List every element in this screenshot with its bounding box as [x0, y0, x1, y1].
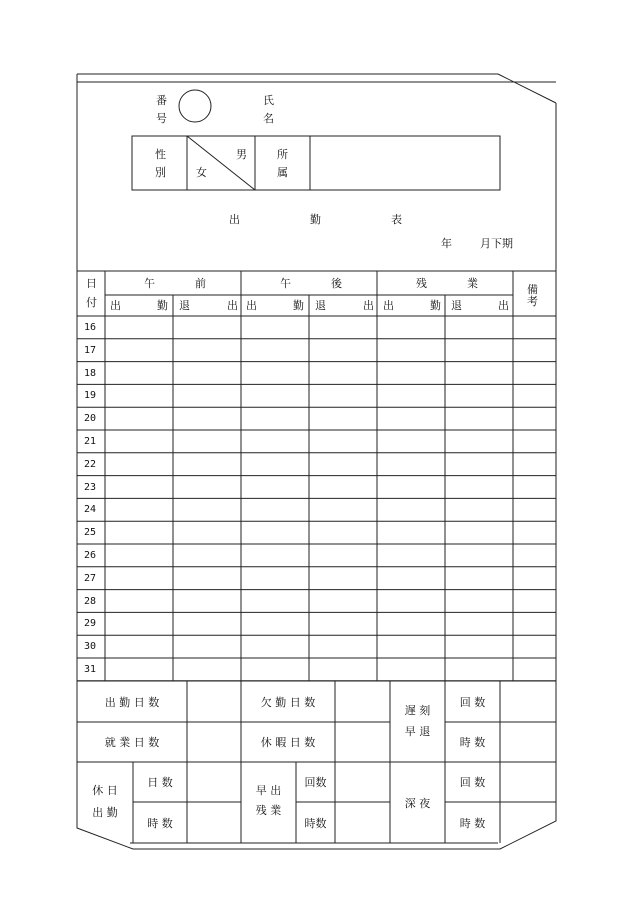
- early-ot-count-field[interactable]: [336, 763, 389, 801]
- remarks-cell[interactable]: [514, 545, 555, 566]
- ot-in-cell[interactable]: [378, 363, 444, 384]
- ot-in-cell[interactable]: [378, 499, 444, 520]
- ot-in-cell[interactable]: [378, 636, 444, 657]
- dept-field[interactable]: [311, 137, 499, 189]
- am-in-cell[interactable]: [106, 522, 172, 543]
- ot-out-cell[interactable]: [446, 431, 512, 452]
- holiday-days-field[interactable]: [188, 763, 240, 801]
- am-out-cell[interactable]: [174, 317, 240, 338]
- pm-in-cell[interactable]: [242, 477, 308, 498]
- am-out-cell[interactable]: [174, 431, 240, 452]
- leave-days-field[interactable]: [336, 723, 389, 761]
- pm-in-cell[interactable]: [242, 636, 308, 657]
- ot-out-cell[interactable]: [446, 522, 512, 543]
- ot-in-cell[interactable]: [378, 659, 444, 680]
- day-number: 26: [84, 550, 97, 561]
- pm-in-cell[interactable]: [242, 568, 308, 589]
- early-ot-hours-field[interactable]: [336, 803, 389, 842]
- am-in-cell[interactable]: [106, 385, 172, 406]
- title-char-2: 勤: [310, 213, 321, 226]
- gender-male[interactable]: 男: [236, 148, 247, 161]
- am-label-b: 前: [195, 277, 206, 290]
- remarks-cell[interactable]: [514, 340, 555, 361]
- ot-in-cell[interactable]: [378, 522, 444, 543]
- early-ot-count-label: 回数: [304, 776, 327, 789]
- day-number: 24: [84, 504, 97, 516]
- am-out-cell[interactable]: [174, 613, 240, 634]
- day-number: 16: [84, 322, 97, 333]
- title-char-1: 出: [229, 213, 240, 226]
- pm-out-cell[interactable]: [310, 499, 376, 520]
- ot-out-cell[interactable]: [446, 636, 512, 657]
- ot-in-cell[interactable]: [378, 431, 444, 452]
- remarks-cell[interactable]: [514, 317, 555, 338]
- pm-in-cell[interactable]: [242, 545, 308, 566]
- ot-in-cell[interactable]: [378, 591, 444, 612]
- remarks-cell[interactable]: [514, 477, 555, 498]
- remarks-cell[interactable]: [514, 408, 555, 429]
- am-in-cell[interactable]: [106, 659, 172, 680]
- pm-in-cell[interactable]: [242, 363, 308, 384]
- pm-out-cell[interactable]: [310, 522, 376, 543]
- period-month: 月下期: [480, 237, 513, 250]
- night-count-field[interactable]: [501, 763, 551, 801]
- pm-out-cell[interactable]: [310, 477, 376, 498]
- late-hours-label: 時 数: [459, 736, 486, 749]
- ot-out-cell[interactable]: [446, 454, 512, 475]
- am-out-cell[interactable]: [174, 385, 240, 406]
- remarks-cell[interactable]: [514, 385, 555, 406]
- night-hours-field[interactable]: [501, 803, 546, 833]
- remarks-cell[interactable]: [514, 522, 555, 543]
- pm-out-b: 出: [363, 299, 374, 312]
- remarks-cell[interactable]: [514, 454, 555, 475]
- am-in-b: 勤: [157, 299, 168, 312]
- ot-out-cell[interactable]: [446, 340, 512, 361]
- ot-label-a: 残: [416, 277, 427, 290]
- remarks-cell[interactable]: [514, 659, 555, 680]
- am-label-a: 午: [144, 277, 155, 290]
- ot-out-cell[interactable]: [446, 317, 512, 338]
- am-in-cell[interactable]: [106, 477, 172, 498]
- pm-in-cell[interactable]: [242, 408, 308, 429]
- pm-out-a: 退: [315, 299, 326, 312]
- late-count-label: 回 数: [459, 695, 486, 709]
- pm-out-cell[interactable]: [310, 613, 376, 634]
- am-in-cell[interactable]: [106, 431, 172, 452]
- attend-days-label: 出 勤 日 数: [104, 695, 160, 709]
- am-out-cell[interactable]: [174, 522, 240, 543]
- early-ot-label-1: 早 出: [255, 784, 282, 797]
- ot-out-cell[interactable]: [446, 385, 512, 406]
- day-number: 28: [84, 595, 97, 607]
- am-in-cell[interactable]: [106, 499, 172, 520]
- pm-in-cell[interactable]: [242, 659, 308, 680]
- pm-in-cell[interactable]: [242, 522, 308, 543]
- ot-out-cell[interactable]: [446, 545, 512, 566]
- ot-out-cell[interactable]: [446, 477, 512, 498]
- holiday-hours-label: 時 数: [147, 816, 173, 830]
- ot-label-b: 業: [467, 277, 478, 290]
- remarks-label-2: 考: [527, 295, 538, 308]
- am-out-cell[interactable]: [174, 659, 240, 680]
- day-number: 17: [84, 344, 97, 356]
- am-out-cell[interactable]: [174, 363, 240, 384]
- night-hours-label: 時 数: [459, 816, 486, 830]
- ot-out-a: 退: [451, 299, 462, 312]
- number-label-1: 番: [156, 94, 167, 107]
- name-label-1: 氏: [263, 94, 274, 107]
- pm-out-cell[interactable]: [310, 363, 376, 384]
- pm-in-cell[interactable]: [242, 613, 308, 634]
- remarks-cell[interactable]: [514, 613, 555, 634]
- am-in-cell[interactable]: [106, 317, 172, 338]
- ot-in-cell[interactable]: [378, 340, 444, 361]
- gender-female[interactable]: 女: [196, 166, 207, 179]
- am-out-a: 退: [179, 299, 190, 312]
- pm-in-cell[interactable]: [242, 591, 308, 612]
- work-days-field[interactable]: [188, 723, 240, 761]
- ot-in-b: 勤: [430, 299, 441, 312]
- late-count-field[interactable]: [501, 682, 555, 721]
- night-count-label: 回 数: [459, 776, 486, 789]
- ot-out-cell[interactable]: [446, 363, 512, 384]
- am-in-cell[interactable]: [106, 636, 172, 657]
- holiday-days-label: 日 数: [147, 776, 173, 789]
- pm-out-cell[interactable]: [310, 408, 376, 429]
- day-number: 21: [84, 436, 97, 447]
- ot-in-cell[interactable]: [378, 385, 444, 406]
- ot-out-cell[interactable]: [446, 613, 512, 634]
- pm-in-cell[interactable]: [242, 431, 308, 452]
- am-out-b: 出: [227, 299, 238, 312]
- ot-in-cell[interactable]: [378, 568, 444, 589]
- ot-in-cell[interactable]: [378, 477, 444, 498]
- pm-in-cell[interactable]: [242, 385, 308, 406]
- late-hours-field[interactable]: [501, 723, 555, 761]
- attend-days-field[interactable]: [188, 682, 240, 721]
- am-in-cell[interactable]: [106, 408, 172, 429]
- late-early-label-2: 早 退: [404, 725, 431, 738]
- pm-out-cell[interactable]: [310, 317, 376, 338]
- pm-in-b: 勤: [293, 299, 304, 312]
- name-label-2: 名: [263, 112, 274, 125]
- remarks-cell[interactable]: [514, 431, 555, 452]
- absent-days-field[interactable]: [336, 682, 389, 721]
- late-early-label-1: 遅 刻: [404, 704, 431, 717]
- pm-out-cell[interactable]: [310, 431, 376, 452]
- pm-out-cell[interactable]: [310, 591, 376, 612]
- ot-in-a: 出: [383, 299, 394, 312]
- ot-in-cell[interactable]: [378, 454, 444, 475]
- pm-out-cell[interactable]: [310, 659, 376, 680]
- remarks-cell[interactable]: [514, 591, 555, 612]
- pm-in-cell[interactable]: [242, 499, 308, 520]
- am-in-cell[interactable]: [106, 454, 172, 475]
- am-in-a: 出: [110, 299, 121, 312]
- am-out-cell[interactable]: [174, 545, 240, 566]
- am-out-cell[interactable]: [174, 499, 240, 520]
- dept-label-2: 属: [277, 166, 288, 179]
- pm-out-cell[interactable]: [310, 385, 376, 406]
- day-number: 31: [84, 664, 97, 675]
- period-year: 年: [441, 237, 452, 250]
- am-in-cell[interactable]: [106, 545, 172, 566]
- early-ot-hours-label: 時数: [304, 816, 327, 830]
- am-out-cell[interactable]: [174, 591, 240, 612]
- day-label-1: 日: [86, 277, 97, 290]
- am-in-cell[interactable]: [106, 363, 172, 384]
- am-out-cell[interactable]: [174, 568, 240, 589]
- ot-out-cell[interactable]: [446, 568, 512, 589]
- ot-in-cell[interactable]: [378, 613, 444, 634]
- day-number: 22: [84, 458, 97, 470]
- am-out-cell[interactable]: [174, 636, 240, 657]
- day-number: 20: [84, 413, 97, 425]
- ot-out-cell[interactable]: [446, 591, 512, 612]
- day-number: 23: [84, 481, 97, 493]
- day-number: 30: [84, 641, 97, 653]
- am-out-cell[interactable]: [174, 477, 240, 498]
- holiday-label-1: 休 日: [92, 784, 118, 797]
- pm-out-cell[interactable]: [310, 340, 376, 361]
- pm-out-cell[interactable]: [310, 568, 376, 589]
- am-out-cell[interactable]: [174, 340, 240, 361]
- remarks-cell[interactable]: [514, 363, 555, 384]
- day-number: 29: [84, 618, 97, 630]
- pm-in-cell[interactable]: [242, 454, 308, 475]
- early-ot-label-2: 残 業: [255, 804, 282, 817]
- pm-label-b: 後: [331, 277, 342, 290]
- ot-in-cell[interactable]: [378, 545, 444, 566]
- am-out-cell[interactable]: [174, 408, 240, 429]
- day-number: 18: [84, 367, 97, 379]
- night-label: 深 夜: [404, 796, 431, 810]
- remarks-label-1: 備: [527, 283, 538, 296]
- pm-out-cell[interactable]: [310, 545, 376, 566]
- ot-out-cell[interactable]: [446, 499, 512, 520]
- day-number: 25: [84, 527, 97, 539]
- gender-label-1: 性: [155, 148, 166, 161]
- title-char-3: 表: [391, 213, 402, 226]
- absent-days-label: 欠 勤 日 数: [260, 695, 316, 709]
- remarks-cell[interactable]: [514, 499, 555, 520]
- remarks-cell[interactable]: [514, 568, 555, 589]
- pm-label-a: 午: [280, 277, 291, 290]
- dept-label-1: 所: [277, 148, 288, 161]
- gender-label-2: 別: [155, 166, 166, 179]
- am-out-cell[interactable]: [174, 454, 240, 475]
- day-label-2: 付: [86, 296, 97, 309]
- remarks-cell[interactable]: [514, 636, 555, 657]
- pm-out-cell[interactable]: [310, 636, 376, 657]
- pm-out-cell[interactable]: [310, 454, 376, 475]
- holiday-label-2: 出 勤: [92, 806, 118, 819]
- ot-out-b: 出: [498, 299, 509, 312]
- day-number: 19: [84, 390, 97, 402]
- am-in-cell[interactable]: [106, 613, 172, 634]
- am-in-cell[interactable]: [106, 568, 172, 589]
- pm-in-cell[interactable]: [242, 340, 308, 361]
- ot-out-cell[interactable]: [446, 408, 512, 429]
- am-in-cell[interactable]: [106, 591, 172, 612]
- am-in-cell[interactable]: [106, 340, 172, 361]
- pm-in-a: 出: [246, 299, 257, 312]
- number-stamp-circle[interactable]: [179, 90, 211, 122]
- day-number: 27: [84, 572, 97, 584]
- pm-in-cell[interactable]: [242, 317, 308, 338]
- work-days-label: 就 業 日 数: [104, 736, 160, 749]
- name-field[interactable]: [290, 90, 500, 126]
- number-label-2: 号: [156, 112, 167, 125]
- holiday-hours-field[interactable]: [188, 803, 240, 842]
- leave-days-label: 休 暇 日 数: [260, 736, 316, 749]
- ot-in-cell[interactable]: [378, 408, 444, 429]
- ot-out-cell[interactable]: [446, 659, 512, 680]
- ot-in-cell[interactable]: [378, 317, 444, 338]
